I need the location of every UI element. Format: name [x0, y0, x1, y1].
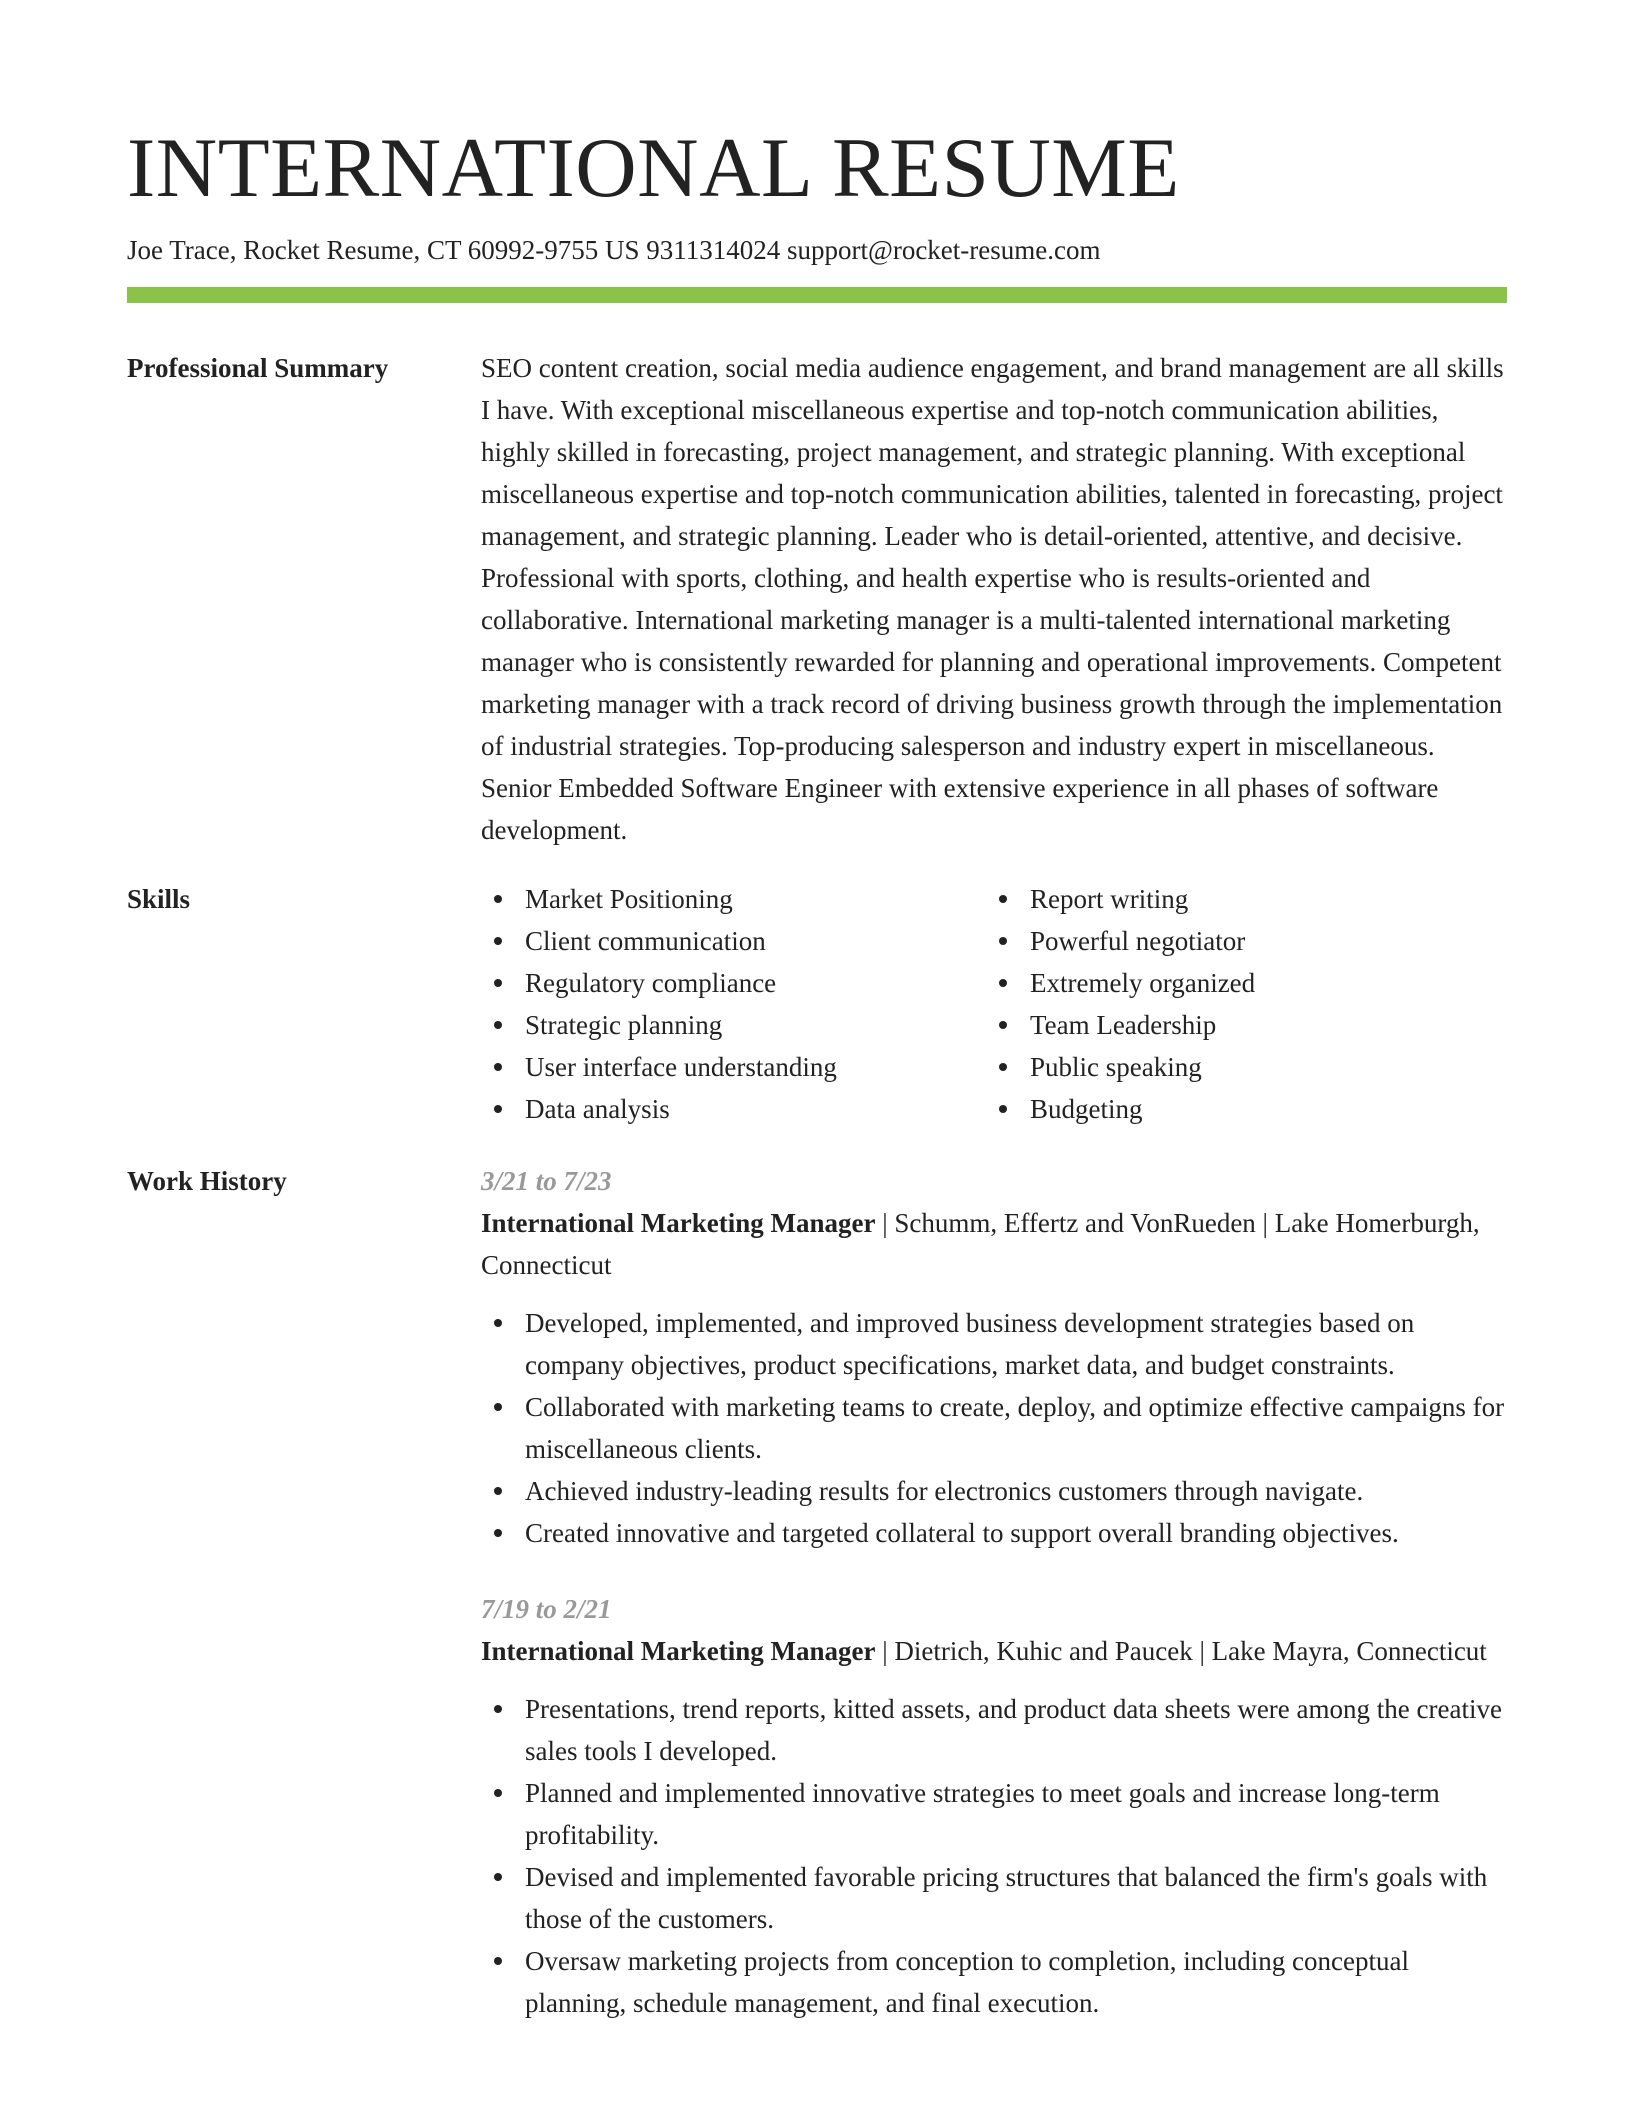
- skills-label: Skills: [127, 884, 191, 914]
- work-history-section: [481, 1160, 1507, 2058]
- job-heading: [481, 1630, 1507, 1672]
- job-date: 7/19 to 2/21: [481, 1594, 612, 1624]
- job-bullets: [481, 1688, 1507, 2024]
- contact-line: Joe Trace, Rocket Resume, CT 60992-9755 US 9311314024 support@rocket-resume.com: [127, 235, 1101, 265]
- summary-label: Professional Summary: [127, 353, 389, 383]
- skill-item: Regulatory compliance: [525, 962, 986, 1004]
- skill-item: Public speaking: [1030, 1046, 1491, 1088]
- job-entry: [481, 1160, 1507, 1554]
- skill-item: Extremely organized: [1030, 962, 1491, 1004]
- job-bullet: Collaborated with marketing teams to create, deploy, and optimize effective campaigns for miscellaneous clients.: [525, 1386, 1507, 1470]
- skill-item: Powerful negotiator: [1030, 920, 1491, 962]
- job-entry: [481, 1588, 1507, 2024]
- skill-item: User interface understanding: [525, 1046, 986, 1088]
- skills-list-left: [481, 878, 986, 1130]
- summary-section: [481, 347, 1507, 851]
- job-details: | Schumm, Effertz and VonRueden | Lake Homerburgh, Connecticut: [481, 1208, 1480, 1280]
- skill-item: Team Leadership: [1030, 1004, 1491, 1046]
- skill-item: Data analysis: [525, 1088, 986, 1130]
- job-bullet: Devised and implemented favorable pricing structures that balanced the firm's goals with those of the customers.: [525, 1856, 1507, 1940]
- skill-item: Budgeting: [1030, 1088, 1491, 1130]
- job-bullet: Oversaw marketing projects from conception to completion, including conceptual planning, schedule management, and final execution.: [525, 1940, 1507, 2024]
- skills-list-right: [986, 878, 1491, 1130]
- job-bullet: Created innovative and targeted collateral to support overall branding objectives.: [525, 1512, 1507, 1554]
- skills-section: [481, 878, 1507, 1130]
- skill-item: Client communication: [525, 920, 986, 962]
- skill-item: Strategic planning: [525, 1004, 986, 1046]
- job-bullet: Planned and implemented innovative strategies to meet goals and increase long-term profitability.: [525, 1772, 1507, 1856]
- job-bullets: [481, 1302, 1507, 1554]
- job-heading: [481, 1202, 1507, 1286]
- job-bullet: Developed, implemented, and improved business development strategies based on company objectives, product specifications, market data, and budget constraints.: [525, 1302, 1507, 1386]
- job-bullet: Presentations, trend reports, kitted assets, and product data sheets were among the creative sales tools I developed.: [525, 1688, 1507, 1772]
- job-bullet: Achieved industry-leading results for electronics customers through navigate.: [525, 1470, 1507, 1512]
- job-title: International Marketing Manager: [481, 1208, 876, 1238]
- summary-text: SEO content creation, social media audience engagement, and brand management are all skills I have. With exceptional miscellaneous expertise and top-notch communication abilities, highly skilled in forecasting, project management, and strategic planning. With exceptional miscellaneous expertise and top-notch communication abilities, talented in forecasting, project management, and strategic planning. Leader who is detail-oriented, attentive, and decisive. Professional with sports, clothing, and health expertise who is results-oriented and collaborative. International marketing manager is a multi-talented international marketing manager who is consistently rewarded for planning and operational improvements. Competent marketing manager with a track record of driving business growth through the implementation of industrial strategies. Top-producing salesperson and industry expert in miscellaneous. Senior Embedded Software Engineer with extensive experience in all phases of software development.: [481, 353, 1504, 845]
- job-title: International Marketing Manager: [481, 1636, 876, 1666]
- job-date: 3/21 to 7/23: [481, 1166, 612, 1196]
- accent-rule: [127, 287, 1507, 303]
- resume-title: INTERNATIONAL RESUME: [127, 121, 1180, 215]
- work-history-label: Work History: [127, 1166, 287, 1196]
- job-details: | Dietrich, Kuhic and Paucek | Lake Mayra, Connecticut: [875, 1636, 1487, 1666]
- skill-item: Market Positioning: [525, 878, 986, 920]
- skill-item: Report writing: [1030, 878, 1491, 920]
